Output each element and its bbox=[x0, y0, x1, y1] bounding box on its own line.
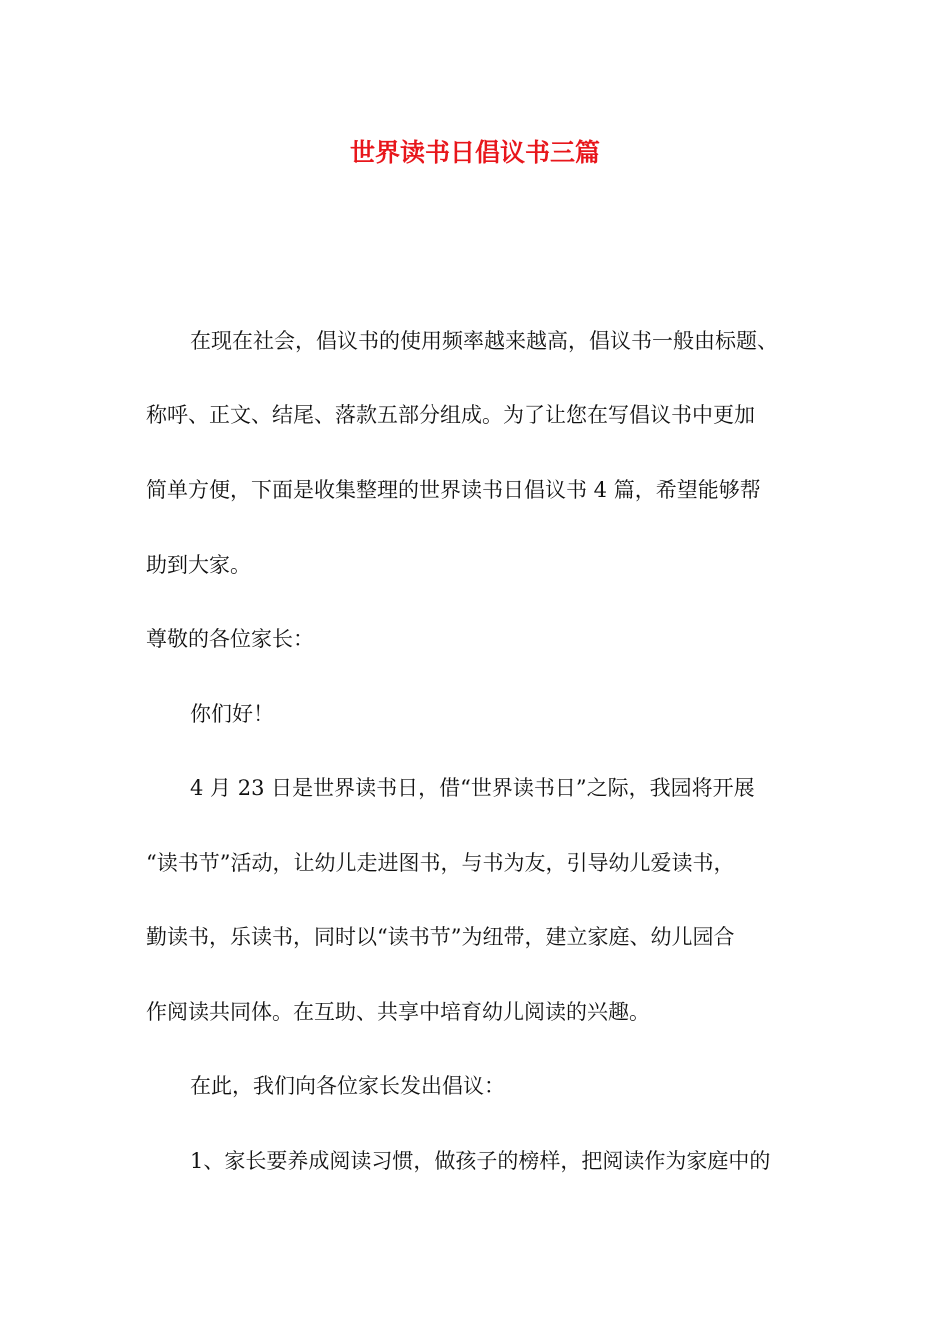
intro-line-4: 助到大家。 bbox=[146, 553, 251, 577]
salutation: 尊敬的各位家长： bbox=[146, 627, 314, 651]
body-line-4: 作阅读共同体。在互助、共享中培育幼儿阅读的兴趣。 bbox=[146, 1000, 650, 1024]
intro-line-1: 在现在社会，倡议书的使用频率越来越高，倡议书一般由标题、 bbox=[190, 329, 778, 353]
proposal-intro: 在此，我们向各位家长发出倡议： bbox=[190, 1074, 505, 1098]
intro-line-3: 简单方便，下面是收集整理的世界读书日倡议书 4 篇，希望能够帮 bbox=[146, 478, 761, 502]
proposal-item-1: 1、家长要养成阅读习惯，做孩子的榜样，把阅读作为家庭中的 bbox=[190, 1149, 771, 1173]
document-title: 世界读书日倡议书三篇 bbox=[349, 138, 600, 167]
intro-line-2: 称呼、正文、结尾、落款五部分组成。为了让您在写倡议书中更加 bbox=[146, 403, 755, 427]
body-line-3: 勤读书，乐读书，同时以“读书节”为纽带，建立家庭、幼儿园合 bbox=[146, 925, 735, 949]
body-line-2: “读书节”活动，让幼儿走进图书，与书为友，引导幼儿爱读书， bbox=[146, 851, 735, 875]
body-line-1: 4 月 23 日是世界读书日，借“世界读书日”之际，我园将开展 bbox=[190, 776, 755, 800]
greeting: 你们好！ bbox=[190, 702, 274, 726]
